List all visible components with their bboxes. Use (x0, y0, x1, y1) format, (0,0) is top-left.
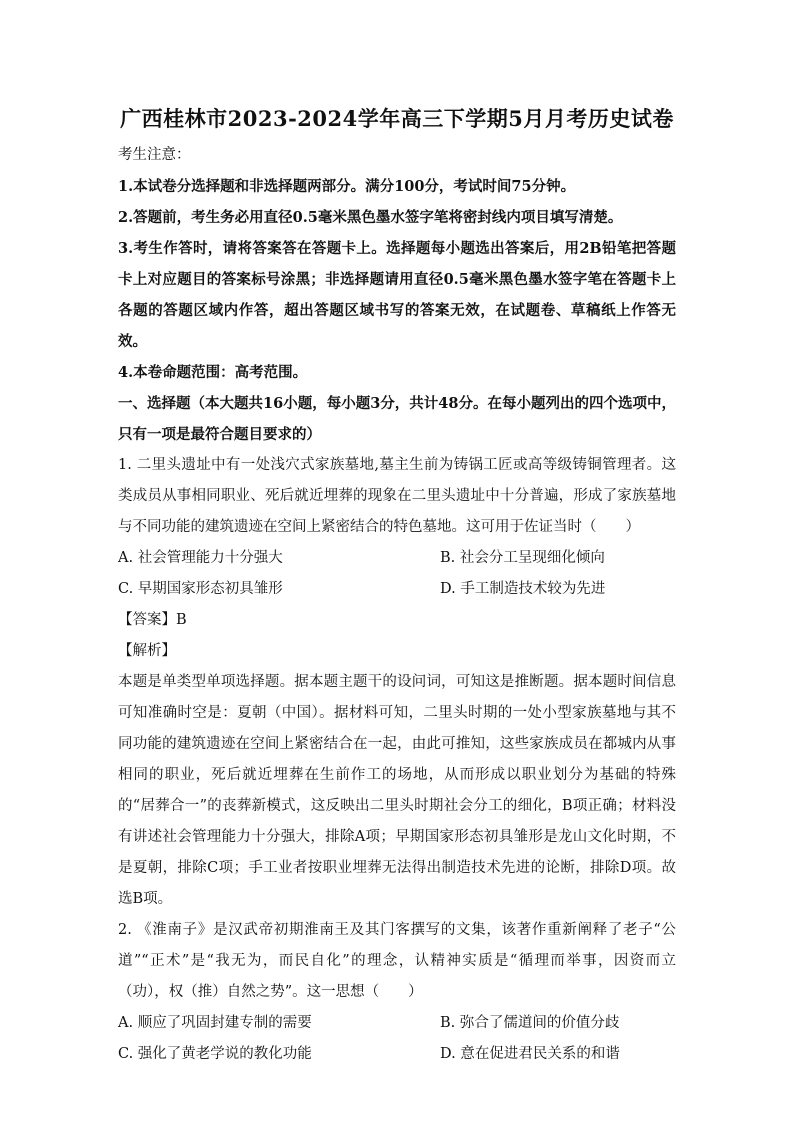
notice-item: 4.本卷命题范围：高考范围。 (118, 364, 308, 381)
option-d: D. 手工制造技术较为先进 (440, 581, 606, 597)
analysis-heading: 【解析】 (118, 643, 176, 659)
section-heading: 一、选择题（本大题共16小题，每小题3分，共计48分。在每小题列出的四个选项中，只有一项是最符合题目要求的） (118, 395, 676, 443)
option-a: A. 社会管理能力十分强大 (118, 550, 283, 566)
analysis-text: 本题是单类型单项选择题。据本题主题干的设问词，可知这是推断题。据本题时间信息可知准确时空是：夏朝（中国）。据材料可知，二里头时期的一处小型家族墓地与其不同功能的建筑遗迹在空间上紧密结合在一起，由此可推知，这些家族成员在都城内从事相同的职业，死后就近埋葬在生前作工的场地，从而形成以职业划分为基础的特殊的“居葬合一”的丧葬新模式，这反映出二里头时期社会分工的细化，B项正确；材料没有讲述社会管理能力十分强大，排除A项；早期国家形态初具雏形是龙山文化时期，不是夏朝，排除C项；手工业者按职业埋葬无法得出制造技术先进的论断，排除D项。故选B项。 (118, 674, 676, 907)
notice-item: 2.答题前，考生务必用直径0.5毫米黑色墨水签字笔将密封线内项目填写清楚。 (118, 209, 623, 226)
question-1-options (118, 543, 676, 605)
page-title: 广西桂林市2023-2024学年高三下学期5月月考历史试卷 (120, 106, 674, 131)
notice-item: 3.考生作答时，请将答案答在答题卡上。选择题每小题选出答案后，用2B铅笔把答题卡上对应题目的答案标号涂黑；非选择题请用直径0.5毫米黑色墨水签字笔在答题卡上各题的答题区域内作答，超出答题区域书写的答案无效，在试题卷、草稿纸上作答无效。 (118, 240, 676, 350)
option-c: C. 强化了黄老学说的教化功能 (118, 1046, 312, 1062)
question-2-stem: 2. 《淮南子》是汉武帝初期淮南王及其门客撰写的文集，该著作重新阐释了老子“公道”“正术”是“我无为，而民自化”的理念，认精神实质是“循理而举事，因资而立（功），权（推）自然之势”。这一思想（ ） (118, 922, 676, 1000)
question-1-stem: 1. 二里头遗址中有一处浅穴式家族墓地,墓主生前为铸锅工匠或高等级铸铜管理者。这类成员从事相同职业、死后就近埋葬的现象在二里头遗址中十分普遍，形成了家族墓地与不同功能的建筑遗迹在空间上紧密结合的特色墓地。这可用于佐证当时（ ） (118, 457, 676, 535)
option-b: B. 弥合了儒道间的价值分歧 (440, 1015, 620, 1031)
question-2-options (118, 1008, 676, 1070)
option-b: B. 社会分工呈现细化倾向 (440, 550, 605, 566)
answer-label: 【答案】B (118, 612, 187, 628)
notice-item: 1.本试卷分选择题和非选择题两部分。满分100分，考试时间75分钟。 (118, 178, 576, 195)
option-c: C. 早期国家形态初具雏形 (118, 581, 283, 597)
notice-heading: 考生注意： (118, 147, 191, 163)
option-a: A. 顺应了巩固封建专制的需要 (118, 1015, 312, 1031)
option-d: D. 意在促进君民关系的和谐 (440, 1046, 620, 1062)
